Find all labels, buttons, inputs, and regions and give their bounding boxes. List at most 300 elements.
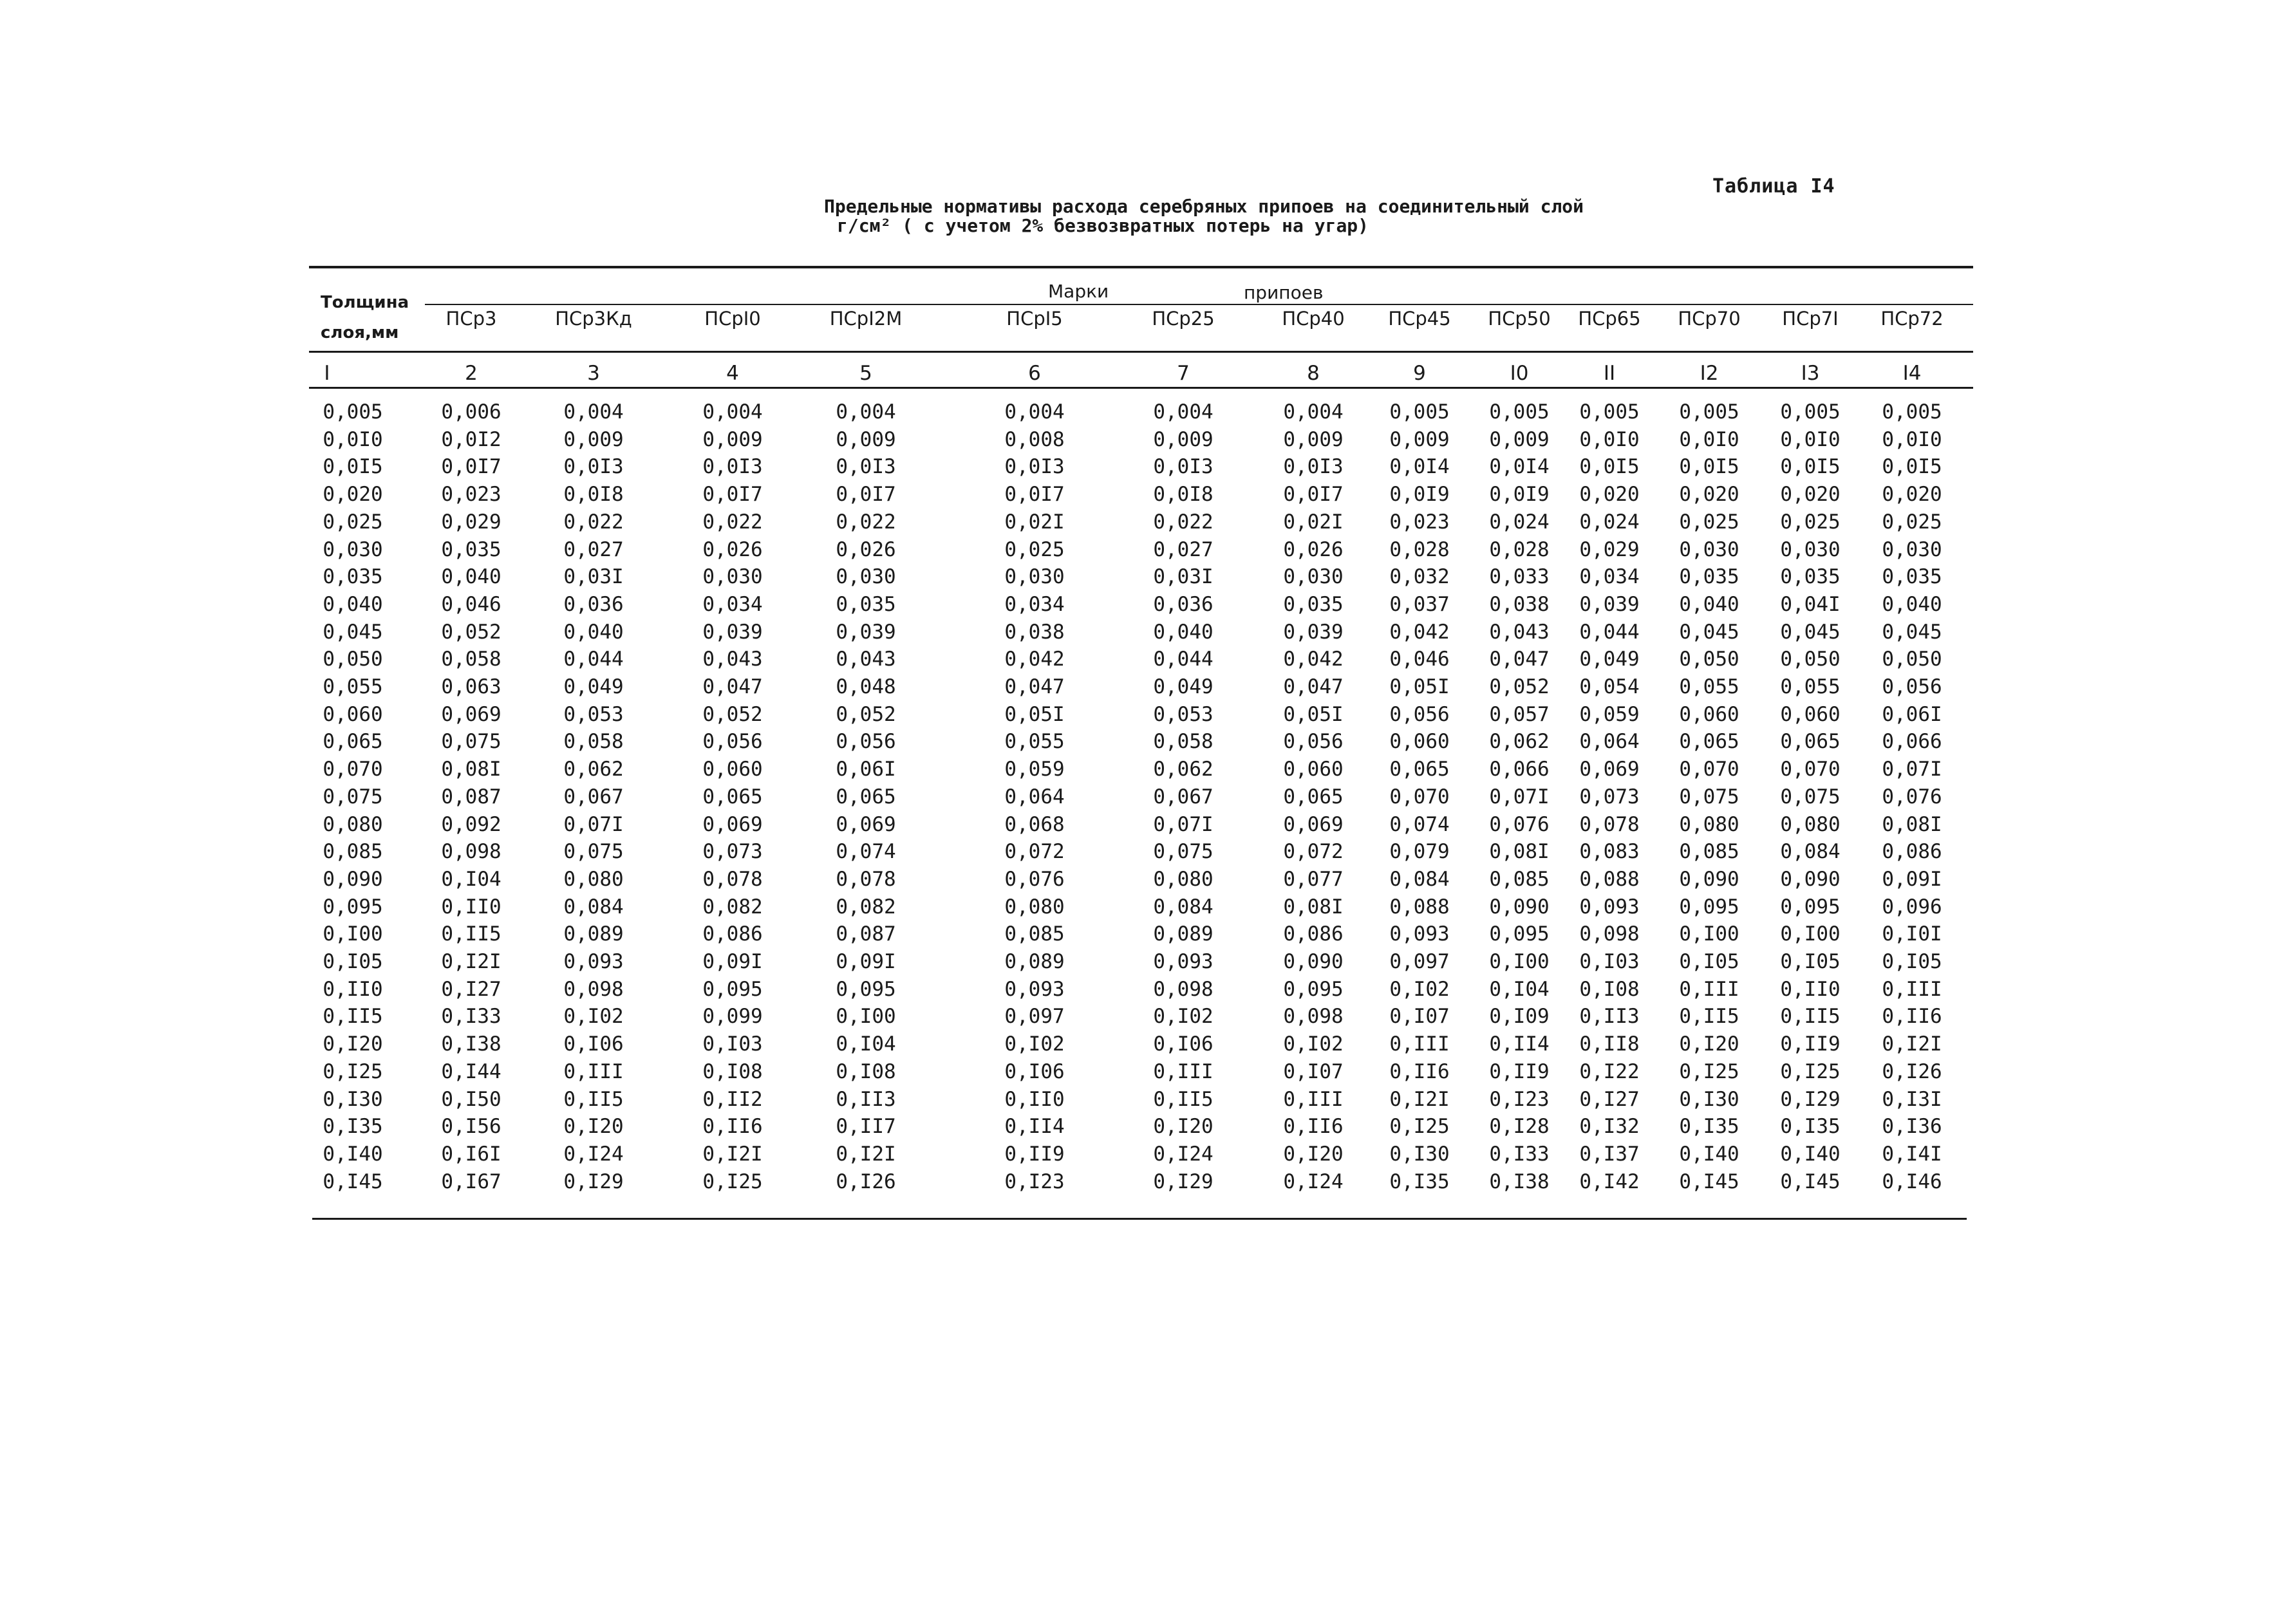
table-cell: 0,022 [1153,510,1213,534]
table-cell: 0,II5 [1153,1087,1213,1111]
table-cell: 0,056 [1283,730,1344,754]
table-cell: 0,040 [1882,592,1942,616]
table-cell: 0,095 [1679,895,1739,919]
table-cell: 0,0I5 [1780,455,1841,479]
table-cell: 0,092 [441,812,501,836]
table-cell: 0,074 [836,840,896,864]
table-cell: 0,0I3 [702,455,763,479]
table-cell: 0,0I0 [1579,427,1640,451]
table-cell: 0,059 [1579,702,1640,726]
table-cell: 0,029 [441,510,501,534]
header-first-col-line2: слоя,мм [321,323,399,342]
table-cell: 0,0I3 [1283,455,1344,479]
table-cell: 0,022 [702,510,763,534]
column-number: 3 [587,362,600,385]
table-cell: 0,I29 [563,1170,624,1193]
table-cell: 0,076 [1882,785,1942,808]
table-cell: 0,07I [1153,812,1213,836]
table-cell: 0,043 [702,648,763,671]
table-cell: 0,095 [702,977,763,1001]
table-cell: 0,077 [1283,867,1344,891]
table-cell: 0,I2I [1882,1032,1942,1056]
table-cell: 0,044 [1579,620,1640,644]
table-cell: 0,0I8 [563,483,624,507]
table-cell: 0,009 [836,427,896,451]
table-cell: 0,I2I [441,950,501,973]
table-cell: 0,I25 [1780,1059,1841,1083]
group-rule [425,304,1973,305]
table-cell: 0,042 [1389,620,1450,644]
table-cell: 0,005 [1579,400,1640,424]
table-cell: 0,I08 [702,1059,763,1083]
table-cell: 0,004 [1004,400,1065,424]
table-cell: 0,024 [1489,510,1550,534]
table-cell: 0,005 [1489,400,1550,424]
table-cell: 0,047 [1004,675,1065,698]
table-cell: 0,I40 [1679,1142,1739,1166]
table-cell: 0,030 [1780,537,1841,561]
table-cell: 0,089 [1004,950,1065,973]
table-cell: 0,0I3 [836,455,896,479]
table-cell: 0,047 [1283,675,1344,698]
table-cell: 0,076 [1489,812,1550,836]
thickness-cell: 0,II5 [323,1005,383,1029]
table-cell: 0,069 [1283,812,1344,836]
table-cell: 0,I02 [563,1005,624,1029]
table-cell: 0,07I [1489,785,1550,808]
table-cell: 0,I06 [563,1032,624,1056]
table-cell: 0,058 [1153,730,1213,754]
table-cell: 0,03I [1153,565,1213,589]
table-cell: 0,I07 [1283,1059,1344,1083]
table-cell: 0,086 [1283,922,1344,946]
table-cell: 0,08I [1489,840,1550,864]
thickness-cell: 0,I25 [323,1059,383,1083]
table-cell: 0,0I4 [1389,455,1450,479]
column-number: 2 [465,362,478,385]
table-cell: 0,090 [1780,867,1841,891]
table-cell: 0,05I [1283,702,1344,726]
thickness-cell: 0,005 [323,400,383,424]
table-cell: 0,0I5 [1882,455,1942,479]
column-number: I0 [1510,362,1529,385]
table-cell: 0,I37 [1579,1142,1640,1166]
table-cell: 0,075 [563,840,624,864]
table-cell: 0,022 [563,510,624,534]
table-cell: 0,I08 [836,1059,896,1083]
column-header: ПСрI2М [829,308,903,330]
table-cell: 0,024 [1579,510,1640,534]
table-cell: 0,068 [1004,812,1065,836]
header-group-label-2: припоев [1244,282,1324,303]
table-cell: 0,005 [1882,400,1942,424]
table-cell: 0,048 [836,675,896,698]
table-cell: 0,0I7 [1283,483,1344,507]
thickness-cell: 0,I35 [323,1115,383,1139]
table-cell: 0,085 [1004,922,1065,946]
table-cell: 0,I6I [441,1142,501,1166]
column-number: I2 [1700,362,1719,385]
thickness-cell: 0,0I0 [323,427,383,451]
table-cell: 0,095 [1489,922,1550,946]
column-header: ПСрI5 [1006,308,1063,330]
table-cell: 0,II9 [1004,1142,1065,1166]
table-cell: 0,005 [1780,400,1841,424]
table-cell: 0,033 [1489,565,1550,589]
table-cell: 0,I27 [441,977,501,1001]
table-cell: 0,047 [1489,648,1550,671]
table-cell: 0,065 [702,785,763,808]
table-cell: 0,056 [702,730,763,754]
table-cell: 0,008 [1004,427,1065,451]
table-cell: 0,I22 [1579,1059,1640,1083]
table-cell: 0,II6 [1882,1005,1942,1029]
table-cell: 0,070 [1389,785,1450,808]
table-cell: 0,I03 [1579,950,1640,973]
table-cell: 0,005 [1679,400,1739,424]
table-cell: 0,030 [1283,565,1344,589]
table-cell: 0,I35 [1780,1115,1841,1139]
table-cell: 0,064 [1579,730,1640,754]
table-cell: 0,020 [1679,483,1739,507]
table-cell: 0,0I3 [563,455,624,479]
table-cell: 0,058 [563,730,624,754]
table-cell: 0,030 [1882,537,1942,561]
table-cell: 0,090 [1679,867,1739,891]
table-cell: 0,072 [1283,840,1344,864]
table-cell: 0,040 [563,620,624,644]
table-number: Таблица I4 [1712,175,1835,198]
table-cell: 0,I67 [441,1170,501,1193]
table-cell: 0,III [1882,977,1942,1001]
table-cell: 0,047 [702,675,763,698]
table-cell: 0,I50 [441,1087,501,1111]
table-cell: 0,I20 [1283,1142,1344,1166]
table-cell: 0,03I [563,565,624,589]
thickness-cell: 0,080 [323,812,383,836]
column-header: ПСр25 [1152,308,1215,330]
table-cell: 0,II4 [1004,1115,1065,1139]
table-cell: 0,038 [1489,592,1550,616]
column-header: ПСр45 [1388,308,1451,330]
table-cell: 0,I23 [1489,1087,1550,1111]
table-cell: 0,027 [1153,537,1213,561]
table-cell: 0,085 [1679,840,1739,864]
table-cell: 0,080 [1780,812,1841,836]
table-cell: 0,052 [702,702,763,726]
table-cell: 0,082 [702,895,763,919]
table-cell: 0,050 [1679,648,1739,671]
table-cell: 0,030 [1004,565,1065,589]
table-cell: 0,044 [1153,648,1213,671]
table-cell: 0,032 [1389,565,1450,589]
column-header: ПСр50 [1488,308,1551,330]
table-cell: 0,II2 [702,1087,763,1111]
table-cell: 0,086 [1882,840,1942,864]
table-cell: 0,069 [702,812,763,836]
table-cell: 0,065 [1679,730,1739,754]
table-cell: 0,085 [1489,867,1550,891]
table-cell: 0,II5 [1780,1005,1841,1029]
table-cell: 0,072 [1004,840,1065,864]
thickness-cell: 0,025 [323,510,383,534]
table-cell: 0,I45 [1679,1170,1739,1193]
thickness-cell: 0,060 [323,702,383,726]
table-cell: 0,030 [702,565,763,589]
table-cell: 0,026 [702,537,763,561]
table-cell: 0,088 [1579,867,1640,891]
table-cell: 0,I05 [1780,950,1841,973]
table-cell: 0,08I [1882,812,1942,836]
column-number: I3 [1801,362,1820,385]
table-cell: 0,089 [1153,922,1213,946]
table-cell: 0,I02 [1153,1005,1213,1029]
column-header: ПСр3Кд [555,308,632,330]
table-cell: 0,070 [1679,758,1739,781]
table-cell: 0,093 [1579,895,1640,919]
table-cell: 0,I35 [1679,1115,1739,1139]
table-cell: 0,I25 [1389,1115,1450,1139]
thickness-cell: 0,II0 [323,977,383,1001]
table-cell: 0,0I0 [1780,427,1841,451]
table-cell: 0,056 [1882,675,1942,698]
table-cell: 0,II5 [563,1087,624,1111]
table-cell: 0,037 [1389,592,1450,616]
table-cell: 0,II3 [836,1087,896,1111]
table-cell: 0,098 [1283,1005,1344,1029]
table-cell: 0,I02 [1004,1032,1065,1056]
table-cell: 0,036 [1153,592,1213,616]
table-cell: 0,053 [563,702,624,726]
table-cell: 0,050 [1780,648,1841,671]
thickness-cell: 0,I40 [323,1142,383,1166]
thickness-cell: 0,050 [323,648,383,671]
table-cell: 0,I44 [441,1059,501,1083]
table-cell: 0,060 [1283,758,1344,781]
table-cell: 0,053 [1153,702,1213,726]
table-cell: 0,020 [1579,483,1640,507]
table-cell: 0,III [1679,977,1739,1001]
table-cell: 0,II6 [1283,1115,1344,1139]
table-cell: 0,009 [702,427,763,451]
table-cell: 0,073 [1579,785,1640,808]
table-cell: 0,I0I [1882,922,1942,946]
table-cell: 0,080 [1153,867,1213,891]
table-cell: 0,075 [1780,785,1841,808]
table-cell: 0,0I7 [702,483,763,507]
table-cell: 0,09I [1882,867,1942,891]
table-cell: 0,026 [836,537,896,561]
table-cell: 0,II9 [1489,1059,1550,1083]
table-cell: 0,076 [1004,867,1065,891]
table-cell: 0,025 [1882,510,1942,534]
table-cell: 0,093 [1004,977,1065,1001]
table-cell: 0,I2I [1389,1087,1450,1111]
table-cell: 0,045 [1882,620,1942,644]
table-cell: 0,III [563,1059,624,1083]
table-cell: 0,I04 [836,1032,896,1056]
table-cell: 0,020 [1882,483,1942,507]
top-rule [309,266,1973,268]
table-cell: 0,098 [441,840,501,864]
table-cell: 0,046 [441,592,501,616]
column-header: ПСр70 [1678,308,1741,330]
column-header: ПСр72 [1880,308,1944,330]
table-cell: 0,028 [1389,537,1450,561]
table-cell: 0,025 [1780,510,1841,534]
table-cell: 0,004 [702,400,763,424]
table-cell: 0,004 [1153,400,1213,424]
table-cell: 0,039 [1283,620,1344,644]
table-cell: 0,0I4 [1489,455,1550,479]
numbers-bottom-rule [309,387,1973,389]
table-cell: 0,0I3 [1004,455,1065,479]
table-cell: 0,I02 [1389,977,1450,1001]
table-cell: 0,I05 [1679,950,1739,973]
table-cell: 0,005 [1389,400,1450,424]
table-cell: 0,058 [441,648,501,671]
table-cell: 0,I06 [1004,1059,1065,1083]
table-cell: 0,035 [1283,592,1344,616]
table-cell: 0,III [1153,1059,1213,1083]
table-cell: 0,II0 [1004,1087,1065,1111]
thickness-cell: 0,020 [323,483,383,507]
table-cell: 0,070 [1780,758,1841,781]
header-first-col-line1: Толщина [321,293,409,312]
table-cell: 0,II6 [702,1115,763,1139]
table-cell: 0,I42 [1579,1170,1640,1193]
table-cell: 0,060 [1780,702,1841,726]
table-cell: 0,07I [563,812,624,836]
table-cell: 0,I2I [836,1142,896,1166]
table-cell: 0,078 [1579,812,1640,836]
table-cell: 0,088 [1389,895,1450,919]
table-cell: 0,099 [702,1005,763,1029]
table-cell: 0,027 [563,537,624,561]
table-cell: 0,I36 [1882,1115,1942,1139]
table-cell: 0,04I [1780,592,1841,616]
thickness-cell: 0,055 [323,675,383,698]
table-cell: 0,046 [1389,648,1450,671]
table-cell: 0,057 [1489,702,1550,726]
table-cell: 0,055 [1679,675,1739,698]
table-cell: 0,054 [1579,675,1640,698]
table-cell: 0,I38 [1489,1170,1550,1193]
table-cell: 0,I29 [1780,1087,1841,1111]
table-cell: 0,07I [1882,758,1942,781]
table-cell: 0,045 [1780,620,1841,644]
table-cell: 0,009 [563,427,624,451]
table-cell: 0,I24 [563,1142,624,1166]
table-cell: 0,I27 [1579,1087,1640,1111]
table-cell: 0,028 [1489,537,1550,561]
table-cell: 0,044 [563,648,624,671]
table-cell: 0,0I2 [441,427,501,451]
table-cell: 0,I24 [1153,1142,1213,1166]
table-cell: 0,075 [1679,785,1739,808]
table-cell: 0,060 [702,758,763,781]
table-cell: 0,08I [441,758,501,781]
table-cell: 0,I02 [1283,1032,1344,1056]
table-cell: 0,I4I [1882,1142,1942,1166]
thickness-cell: 0,095 [323,895,383,919]
table-cell: 0,I35 [1389,1170,1450,1193]
table-cell: 0,080 [1004,895,1065,919]
table-cell: 0,025 [1679,510,1739,534]
thickness-cell: 0,I45 [323,1170,383,1193]
table-cell: 0,I23 [1004,1170,1065,1193]
table-cell: 0,029 [1579,537,1640,561]
thickness-cell: 0,045 [323,620,383,644]
table-cell: 0,004 [1283,400,1344,424]
table-cell: 0,I25 [1679,1059,1739,1083]
table-cell: 0,062 [563,758,624,781]
table-cell: 0,078 [836,867,896,891]
table-cell: 0,064 [1004,785,1065,808]
table-cell: 0,062 [1153,758,1213,781]
table-cell: 0,098 [563,977,624,1001]
table-cell: 0,067 [1153,785,1213,808]
table-cell: 0,0I5 [1579,455,1640,479]
table-cell: 0,0I0 [1882,427,1942,451]
table-title [824,197,1661,236]
table-cell: 0,087 [441,785,501,808]
table-cell: 0,049 [563,675,624,698]
column-number: 5 [859,362,872,385]
table-cell: 0,I03 [702,1032,763,1056]
table-cell: 0,040 [441,565,501,589]
table-cell: 0,0I3 [1153,455,1213,479]
thickness-cell: 0,I05 [323,950,383,973]
table-cell: 0,II5 [441,922,501,946]
table-cell: 0,084 [1153,895,1213,919]
table-cell: 0,075 [441,730,501,754]
table-cell: 0,090 [1489,895,1550,919]
table-cell: 0,090 [1283,950,1344,973]
table-cell: 0,05I [1389,675,1450,698]
table-cell: 0,I32 [1579,1115,1640,1139]
table-cell: 0,I00 [836,1005,896,1029]
table-cell: 0,I05 [1882,950,1942,973]
table-cell: 0,0I7 [1004,483,1065,507]
thickness-cell: 0,I20 [323,1032,383,1056]
table-cell: 0,II0 [1780,977,1841,1001]
table-cell: 0,0I9 [1489,483,1550,507]
table-cell: 0,034 [1004,592,1065,616]
table-cell: 0,09I [702,950,763,973]
table-cell: 0,065 [1283,785,1344,808]
table-cell: 0,055 [1780,675,1841,698]
table-cell: 0,097 [1004,1005,1065,1029]
table-cell: 0,I06 [1153,1032,1213,1056]
table-cell: 0,I09 [1489,1005,1550,1029]
table-cell: 0,I00 [1679,922,1739,946]
table-cell: 0,042 [1283,648,1344,671]
table-cell: 0,067 [563,785,624,808]
column-number: 4 [726,362,739,385]
table-cell: 0,074 [1389,812,1450,836]
table-cell: 0,087 [836,922,896,946]
table-cell: 0,I20 [1153,1115,1213,1139]
column-header: ПСрI0 [704,308,761,330]
table-cell: 0,086 [702,922,763,946]
table-cell: 0,039 [1579,592,1640,616]
table-cell: 0,040 [1679,592,1739,616]
table-cell: 0,089 [563,922,624,946]
column-number: I [324,362,330,385]
table-cell: 0,I08 [1579,977,1640,1001]
table-cell: 0,009 [1283,427,1344,451]
